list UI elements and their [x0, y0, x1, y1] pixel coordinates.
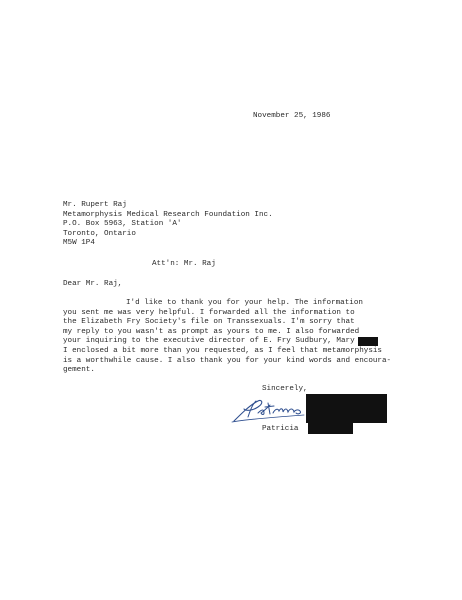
signer-name: Patricia — [262, 425, 299, 433]
address-line-po-box: P.O. Box 5963, Station 'A' — [63, 220, 182, 229]
address-line-organization: Metamorphysis Medical Research Foundation Inc. — [63, 210, 273, 219]
address-line-city: Toronto, Ontario — [63, 229, 136, 238]
address-line-postal-code: M5W 1P4 — [63, 239, 95, 248]
body-line: your inquiring to the executive director of E. Fry Sudbury, Mary — [63, 337, 393, 347]
body-line: my reply to you wasn't as prompt as yours to me. I also forwarded — [63, 327, 360, 336]
redaction-block — [358, 337, 378, 346]
body-line: gement. — [63, 366, 95, 375]
letter-date: November 25, 1986 — [253, 112, 331, 120]
redaction-block — [308, 423, 353, 434]
salutation: Dear Mr. Raj, — [63, 280, 123, 288]
body-line: I enclosed a bit more than you requested, as I feel that metamorphysis — [63, 346, 382, 355]
closing: Sincerely, — [262, 385, 308, 393]
recipient-address — [63, 201, 273, 249]
body-line: you sent me was very helpful. I forwarded all the information to — [63, 308, 355, 317]
address-line-name: Mr. Rupert Raj — [63, 201, 127, 209]
redaction-block — [306, 394, 387, 423]
handwritten-signature — [228, 395, 308, 425]
body-line: I'd like to thank you for your help. The information — [126, 299, 363, 307]
body-line: is a worthwhile cause. I also thank you for your kind words and encoura- — [63, 356, 392, 365]
letter-body — [63, 299, 393, 376]
attention-line: Att'n: Mr. Raj — [152, 260, 216, 268]
body-line: the Elizabeth Fry Society's file on Transsexuals. I'm sorry that — [63, 318, 355, 327]
